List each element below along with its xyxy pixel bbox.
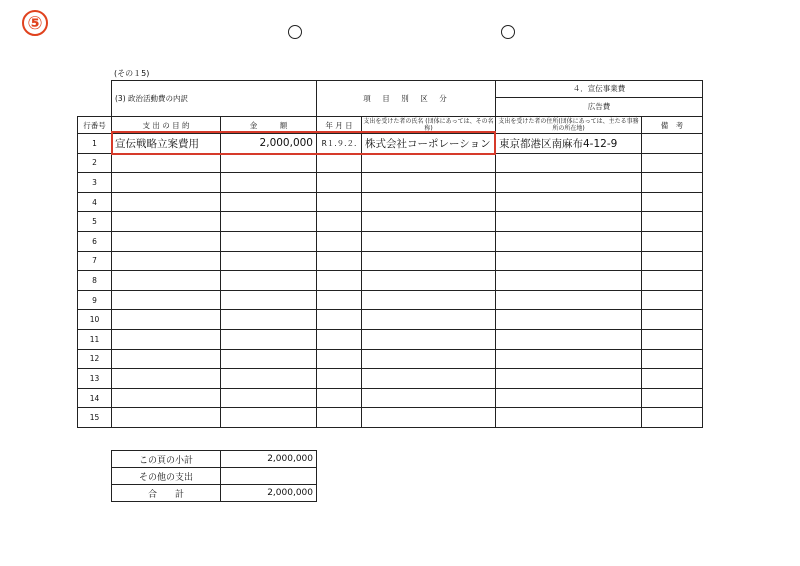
- amount-cell: [221, 271, 317, 291]
- category-cell: [496, 81, 703, 117]
- payee-address-cell: [496, 349, 642, 369]
- payee-name-cell: [362, 369, 496, 389]
- remarks-cell: [642, 271, 703, 291]
- remarks-cell: [642, 231, 703, 251]
- row-number: 14: [78, 388, 112, 408]
- table-row: [78, 329, 703, 349]
- payee-name-cell: [362, 408, 496, 428]
- purpose-cell: 宣伝戦略立案費用: [112, 134, 221, 154]
- purpose-cell: [112, 271, 221, 291]
- payee-address-cell: [496, 173, 642, 193]
- row-number: 1: [78, 134, 112, 154]
- date-cell: [317, 271, 362, 291]
- col-header-remarks: 備 考: [642, 117, 703, 134]
- table-row: [78, 212, 703, 232]
- date-cell: [317, 192, 362, 212]
- circled-number-badge: ⑤: [22, 10, 48, 36]
- remarks-cell: [642, 310, 703, 330]
- remarks-cell: [642, 192, 703, 212]
- date-cell: [317, 173, 362, 193]
- amount-cell: [221, 369, 317, 389]
- date-cell: [317, 212, 362, 232]
- purpose-cell: [112, 251, 221, 271]
- date-cell: [317, 251, 362, 271]
- row-number: 12: [78, 349, 112, 369]
- payee-name-cell: [362, 290, 496, 310]
- payee-address-cell: [496, 329, 642, 349]
- payee-name-cell: [362, 212, 496, 232]
- date-cell: [317, 310, 362, 330]
- table-row: [78, 134, 703, 154]
- payee-name-cell: 株式会社コーポレーション: [362, 134, 496, 154]
- payee-name-cell: [362, 388, 496, 408]
- punch-hole-right-icon: [501, 25, 515, 39]
- category-name: ４．宣伝事業費: [496, 81, 702, 98]
- amount-cell: [221, 173, 317, 193]
- other-expense-value: [221, 468, 317, 485]
- table-row: [78, 408, 703, 428]
- date-cell: [317, 153, 362, 173]
- payee-address-cell: 東京都港区南麻布4-12-9: [496, 134, 642, 154]
- amount-cell: [221, 329, 317, 349]
- date-cell: [317, 369, 362, 389]
- purpose-cell: [112, 329, 221, 349]
- remarks-cell: [642, 134, 703, 154]
- table-row: [78, 290, 703, 310]
- payee-name-cell: [362, 153, 496, 173]
- expense-table: [77, 80, 703, 428]
- grand-total-label: 合 計: [112, 485, 221, 502]
- amount-cell: [221, 212, 317, 232]
- amount-cell: [221, 349, 317, 369]
- payee-address-cell: [496, 388, 642, 408]
- other-expense-label: その他の支出: [112, 468, 221, 485]
- section-title: (3) 政治活動費の内訳: [112, 81, 317, 117]
- row-number: 4: [78, 192, 112, 212]
- date-cell: [317, 349, 362, 369]
- purpose-cell: [112, 349, 221, 369]
- payee-name-cell: [362, 173, 496, 193]
- amount-cell: 2,000,000: [221, 134, 317, 154]
- purpose-cell: [112, 290, 221, 310]
- purpose-cell: [112, 192, 221, 212]
- purpose-cell: [112, 212, 221, 232]
- date-cell: R１.９.２.: [317, 134, 362, 154]
- payee-name-cell: [362, 231, 496, 251]
- date-cell: [317, 290, 362, 310]
- table-row: [78, 271, 703, 291]
- payee-name-cell: [362, 310, 496, 330]
- payee-name-cell: [362, 192, 496, 212]
- table-row: [78, 231, 703, 251]
- row-number: 6: [78, 231, 112, 251]
- col-header-date: 年 月 日: [317, 117, 362, 134]
- remarks-cell: [642, 212, 703, 232]
- table-row: [78, 153, 703, 173]
- row-number: 3: [78, 173, 112, 193]
- row-number: 10: [78, 310, 112, 330]
- row-number: 15: [78, 408, 112, 428]
- table-row: [78, 388, 703, 408]
- payee-address-cell: [496, 271, 642, 291]
- payee-address-cell: [496, 192, 642, 212]
- col-header-payee-address: 支出を受けた者の住所(団体にあっては、主たる事務所の所在地): [496, 117, 642, 134]
- amount-cell: [221, 388, 317, 408]
- table-row: [78, 192, 703, 212]
- row-number: 9: [78, 290, 112, 310]
- grand-total-value: 2,000,000: [221, 485, 317, 502]
- payee-name-cell: [362, 329, 496, 349]
- payee-address-cell: [496, 310, 642, 330]
- purpose-cell: [112, 369, 221, 389]
- table-row: [78, 349, 703, 369]
- col-header-purpose: 支 出 の 目 的: [112, 117, 221, 134]
- remarks-cell: [642, 290, 703, 310]
- row-number: 11: [78, 329, 112, 349]
- purpose-cell: [112, 310, 221, 330]
- remarks-cell: [642, 408, 703, 428]
- table-row: [78, 173, 703, 193]
- purpose-cell: [112, 153, 221, 173]
- row-number: 5: [78, 212, 112, 232]
- amount-cell: [221, 408, 317, 428]
- subcategory-name: 広告費: [587, 102, 611, 111]
- subtotal-label: この頁の小計: [112, 451, 221, 468]
- payee-address-cell: [496, 231, 642, 251]
- remarks-cell: [642, 173, 703, 193]
- row-number: 2: [78, 153, 112, 173]
- date-cell: [317, 388, 362, 408]
- remarks-cell: [642, 388, 703, 408]
- col-header-payee-name: 支出を受けた者の氏名 (団体にあっては、その名称): [363, 118, 494, 132]
- purpose-cell: [112, 408, 221, 428]
- amount-cell: [221, 290, 317, 310]
- col-header-amount: 金 額: [221, 117, 317, 134]
- amount-cell: [221, 251, 317, 271]
- remarks-cell: [642, 349, 703, 369]
- payee-address-cell: [496, 153, 642, 173]
- category-label: 項 目 別 区 分: [317, 81, 496, 117]
- payee-address-cell: [496, 290, 642, 310]
- amount-cell: [221, 153, 317, 173]
- payee-address-cell: [496, 212, 642, 232]
- subtotal-value: 2,000,000: [221, 451, 317, 468]
- payee-name-cell: [362, 349, 496, 369]
- date-cell: [317, 408, 362, 428]
- amount-cell: [221, 231, 317, 251]
- amount-cell: [221, 192, 317, 212]
- purpose-cell: [112, 231, 221, 251]
- punch-hole-left-icon: [288, 25, 302, 39]
- purpose-cell: [112, 173, 221, 193]
- totals-table: [111, 450, 317, 502]
- row-number: 7: [78, 251, 112, 271]
- row-number: 13: [78, 369, 112, 389]
- payee-name-cell: [362, 271, 496, 291]
- payee-name-cell: [362, 251, 496, 271]
- purpose-cell: [112, 388, 221, 408]
- date-cell: [317, 231, 362, 251]
- table-row: [78, 251, 703, 271]
- payee-address-cell: [496, 251, 642, 271]
- payee-address-cell: [496, 369, 642, 389]
- sheet-number: (その１5): [114, 69, 150, 78]
- table-row: [78, 310, 703, 330]
- col-header-row-no: 行番号: [78, 117, 112, 134]
- table-row: [78, 369, 703, 389]
- row-number: 8: [78, 271, 112, 291]
- remarks-cell: [642, 251, 703, 271]
- amount-cell: [221, 310, 317, 330]
- payee-address-cell: [496, 408, 642, 428]
- remarks-cell: [642, 153, 703, 173]
- date-cell: [317, 329, 362, 349]
- remarks-cell: [642, 329, 703, 349]
- remarks-cell: [642, 369, 703, 389]
